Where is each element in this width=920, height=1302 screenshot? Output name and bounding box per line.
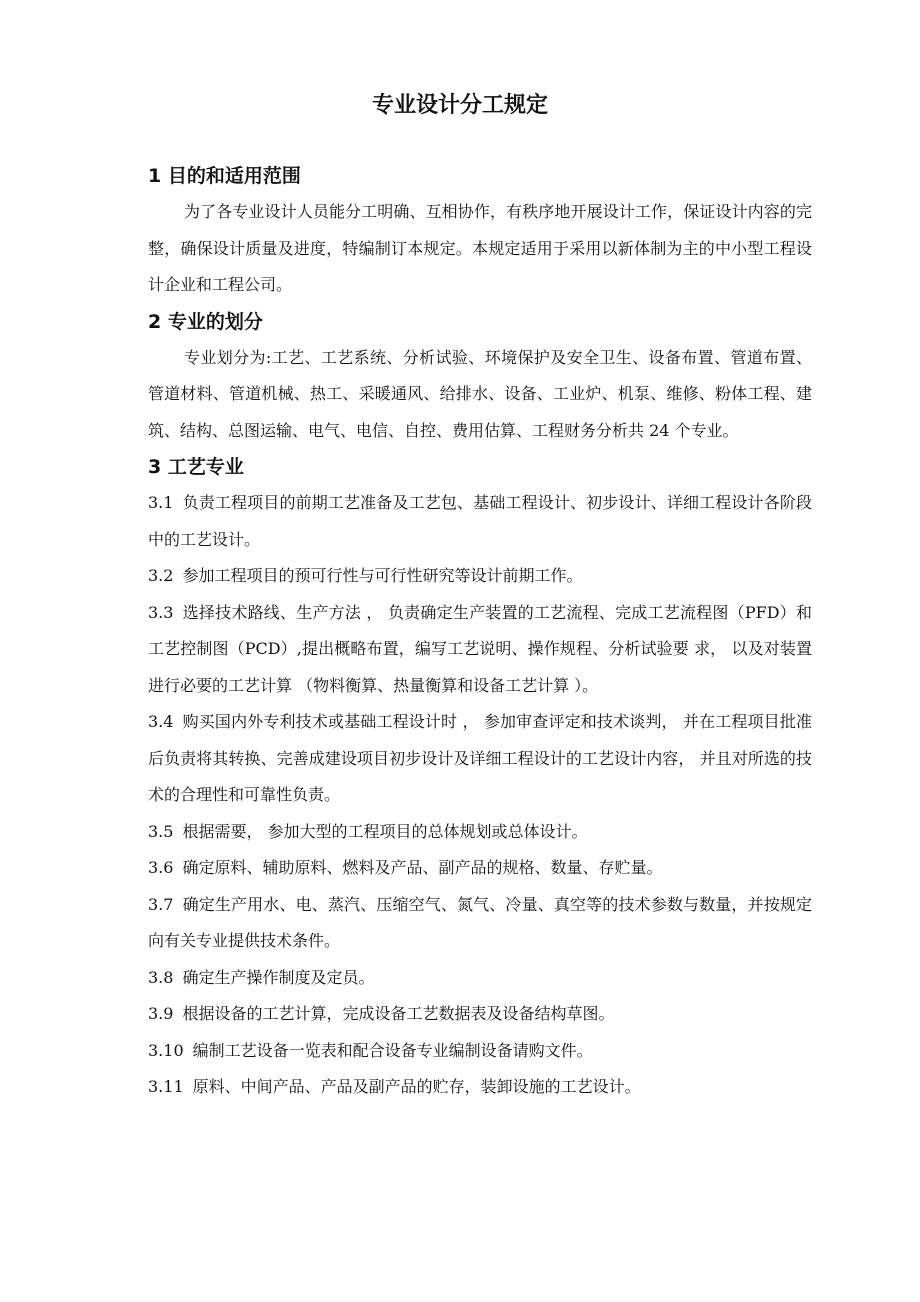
clause-3-3 bbox=[148, 595, 812, 705]
clause-number: 3.6 bbox=[148, 858, 174, 877]
clause-number: 3.2 bbox=[148, 566, 174, 585]
clause-number: 3.8 bbox=[148, 967, 174, 987]
clause-text: 参加工程项目的预可行性与可行性研究等设计前期工作。 bbox=[182, 566, 583, 585]
clause-3-9 bbox=[148, 996, 812, 1033]
section-2-paragraph: 专业划分为:工艺、工艺系统、分析试验、环境保护及安全卫生、设备布置、管道布置、管道材料、管道机械、热工、采暖通风、给排水、设备、工业炉、机泵、维修、粉体工程、建筑、结构、总图运输、电气、电信、自控、费用估算、工程财务分析共 24 个专业。 bbox=[148, 347, 812, 440]
clause-text: 购买国内外专利技术或基础工程设计时 ， 参加审查评定和技术谈判， 并在工程项目批准后负责将其转换、完善成建设项目初步设计及详细工程设计的工艺设计内容， 并且对所选的技术的合理性和可靠性负责。 bbox=[148, 712, 812, 804]
clause-number: 3.4 bbox=[148, 712, 174, 731]
clause-number: 3.11 bbox=[148, 1077, 184, 1096]
clause-3-5 bbox=[148, 814, 812, 851]
clause-text: 原料、中间产品、产品及副产品的贮存，装卸设施的工艺设计。 bbox=[192, 1077, 641, 1096]
clause-text: 确定生产用水、电、蒸汽、压缩空气、氮气、冷量、真空等的技术参数与数量，并按规定向有关专业提供技术条件。 bbox=[148, 894, 812, 950]
clause-3-4 bbox=[148, 704, 812, 814]
page-title: 专业设计分工规定 bbox=[371, 93, 548, 118]
clause-text: 根据需要， 参加大型的工程项目的总体规划或总体设计。 bbox=[182, 821, 588, 841]
clause-number: 3.10 bbox=[148, 1040, 184, 1060]
clause-3-1 bbox=[148, 485, 812, 558]
clause-text: 确定生产操作制度及定员。 bbox=[182, 967, 375, 987]
clause-text: 选择技术路线、生产方法 ， 负责确定生产装置的工艺流程、完成工艺流程图（PFD）和工艺控制图（PCD）,提出概略布置，编写工艺说明、操作规程、分析试验要 求， 以及对装置进行必要的工艺计算 （物料衡算、热量衡算和设备工艺计算 ）。 bbox=[148, 602, 812, 695]
section-1-paragraph: 为了各专业设计人员能分工明确、互相协作，有秩序地开展设计工作，保证设计内容的完整，确保设计质量及进度，特编制订本规定。本规定适用于采用以新体制为主的中小型工程设计企业和工程公司。 bbox=[148, 202, 812, 294]
clause-text: 确定原料、辅助原料、燃料及产品、副产品的规格、数量、存贮量。 bbox=[182, 858, 663, 877]
clause-3-2 bbox=[148, 558, 812, 595]
clause-text: 编制工艺设备一览表和配合设备专业编制设备请购文件。 bbox=[192, 1040, 593, 1060]
clause-text: 负责工程项目的前期工艺准备及工艺包、基础工程设计、初步设计、详细工程设计各阶段中的工艺设计。 bbox=[148, 493, 812, 549]
clause-number: 3.9 bbox=[148, 1004, 174, 1023]
clause-3-6 bbox=[148, 850, 812, 887]
clause-3-8 bbox=[148, 960, 812, 997]
clause-number: 3.3 bbox=[148, 602, 174, 622]
clause-number: 3.5 bbox=[148, 821, 174, 841]
clause-3-11 bbox=[148, 1069, 812, 1106]
clause-text: 根据设备的工艺计算，完成设备工艺数据表及设备结构草图。 bbox=[182, 1004, 615, 1023]
document-body bbox=[148, 158, 812, 1106]
section-1-heading: 1 目的和适用范围 bbox=[148, 165, 301, 187]
clause-number: 3.1 bbox=[148, 493, 174, 512]
clause-3-10 bbox=[148, 1033, 812, 1070]
clause-number: 3.7 bbox=[148, 894, 174, 914]
section-3-heading: 3 工艺专业 bbox=[148, 456, 244, 478]
clause-3-7 bbox=[148, 887, 812, 960]
section-2-heading: 2 专业的划分 bbox=[148, 310, 263, 333]
